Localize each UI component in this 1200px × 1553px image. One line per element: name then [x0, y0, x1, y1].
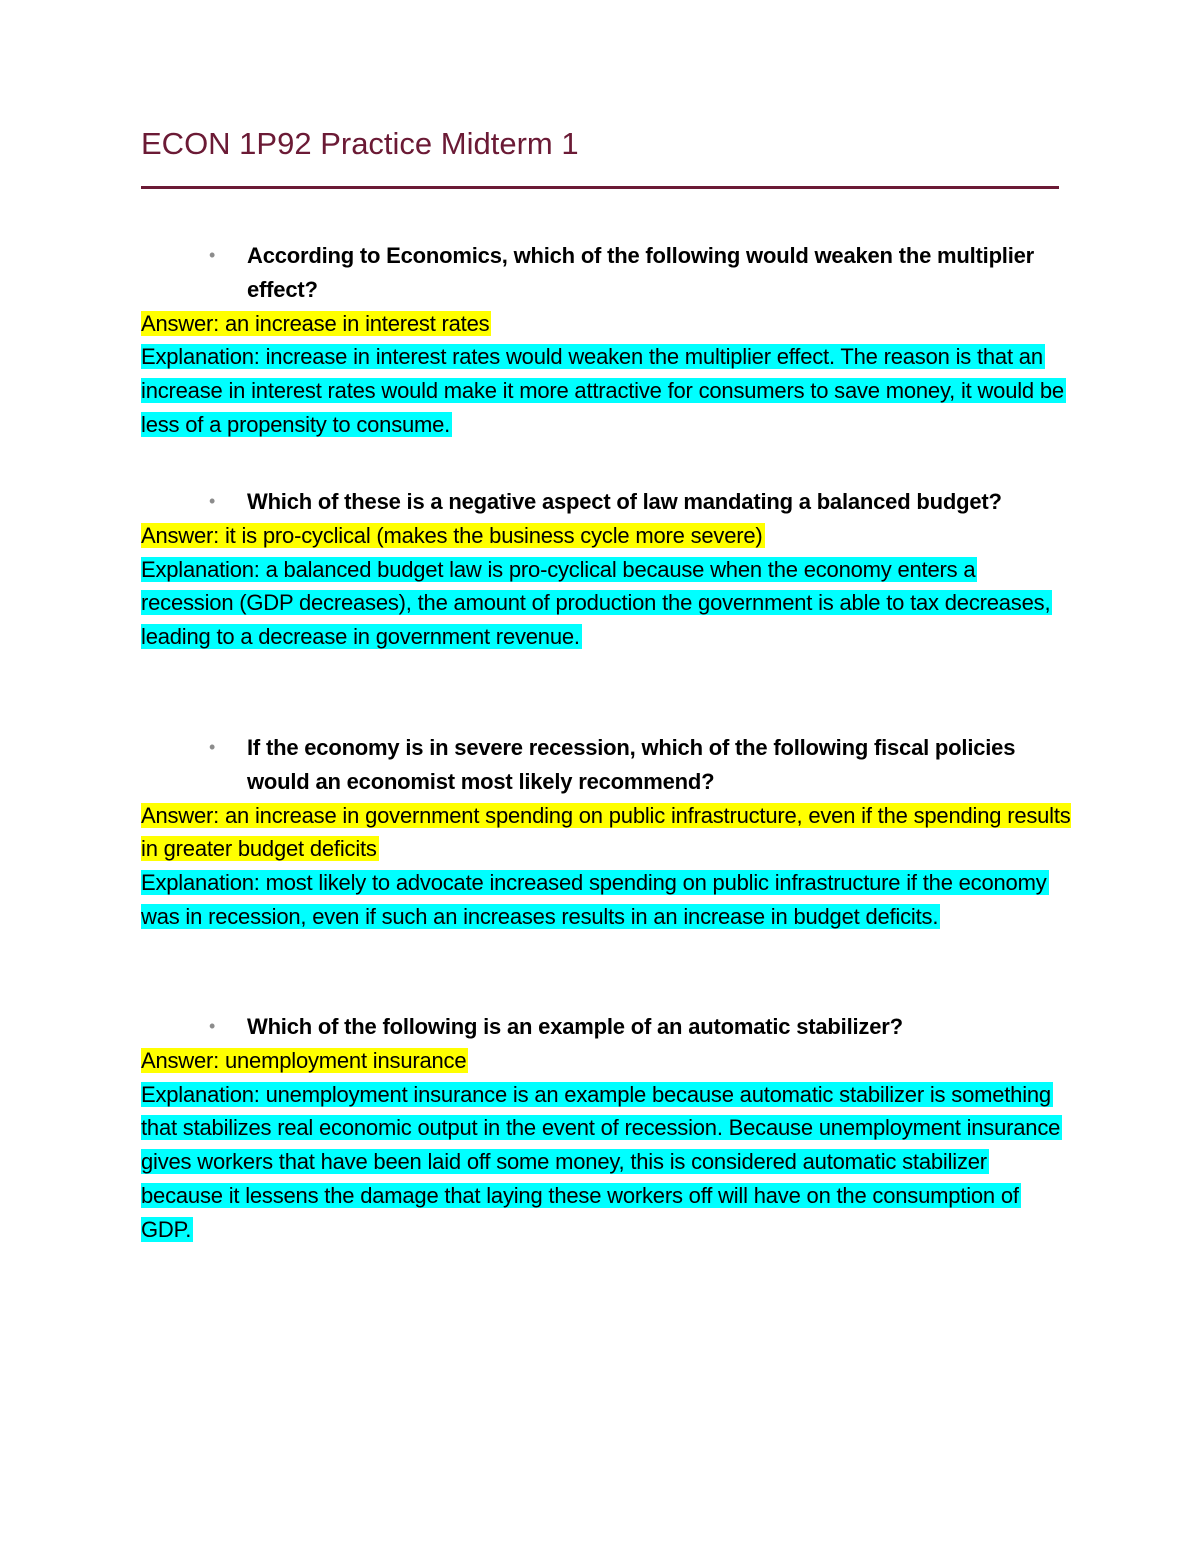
question-label: According to Economics, which of the following would weaken the multiplier effect? — [247, 243, 1035, 302]
explanation-text — [141, 1078, 1071, 1247]
answer-text — [141, 307, 1071, 341]
question-label: Which of the following is an example of an automatic stabilizer? — [247, 1014, 903, 1039]
answer-highlight: Answer: it is pro-cyclical (makes the business cycle more severe) — [141, 522, 763, 548]
question-text — [141, 731, 1071, 799]
question-block — [141, 485, 1071, 654]
title-divider — [141, 186, 1059, 189]
page-title: ECON 1P92 Practice Midterm 1 — [141, 126, 579, 161]
question-text — [141, 485, 1071, 519]
question-block — [141, 239, 1071, 442]
answer-highlight: Answer: an increase in government spending on public infrastructure, even if the spending results in greater budget deficits — [141, 802, 1071, 862]
question-text — [141, 1010, 1071, 1044]
answer-highlight: Answer: an increase in interest rates — [141, 310, 490, 336]
bullet-icon: • — [209, 1016, 216, 1036]
question-block — [141, 731, 1071, 934]
answer-highlight: Answer: unemployment insurance — [141, 1047, 467, 1073]
explanation-highlight: Explanation: most likely to advocate increased spending on public infrastructure if the economy was in recession, even if such an increases results in an increase in budget deficits. — [141, 870, 1047, 929]
answer-text — [141, 519, 1071, 553]
bullet-icon: • — [209, 245, 216, 265]
explanation-highlight: Explanation: unemployment insurance is an example because automatic stabilizer is something that stabilizes real economic output in the event of recession. Because unemployment insurance gives workers that have been laid off some money, this is considered automatic stabilizer because it lessens the damage that laying these workers off will have on the consumption of GDP. — [141, 1081, 1061, 1242]
question-text — [141, 239, 1071, 307]
explanation-text — [141, 553, 1071, 654]
question-block — [141, 1010, 1071, 1247]
explanation-highlight: Explanation: a balanced budget law is pro-cyclical because when the economy enters a recession (GDP decreases), the amount of production the government is able to tax decreases, leading to a decrease in government revenue. — [141, 556, 1051, 650]
bullet-icon: • — [209, 491, 216, 511]
question-label: Which of these is a negative aspect of law mandating a balanced budget? — [247, 489, 1002, 514]
question-label: If the economy is in severe recession, which of the following fiscal policies would an economist most likely recommend? — [247, 735, 1016, 794]
bullet-icon: • — [209, 737, 216, 757]
explanation-highlight: Explanation: increase in interest rates would weaken the multiplier effect. The reason is that an increase in interest rates would make it more attractive for consumers to save money, it would be less of a propensity to consume. — [141, 344, 1064, 437]
answer-text — [141, 799, 1071, 867]
answer-text — [141, 1044, 1071, 1078]
explanation-text — [141, 340, 1071, 441]
explanation-text — [141, 866, 1071, 934]
